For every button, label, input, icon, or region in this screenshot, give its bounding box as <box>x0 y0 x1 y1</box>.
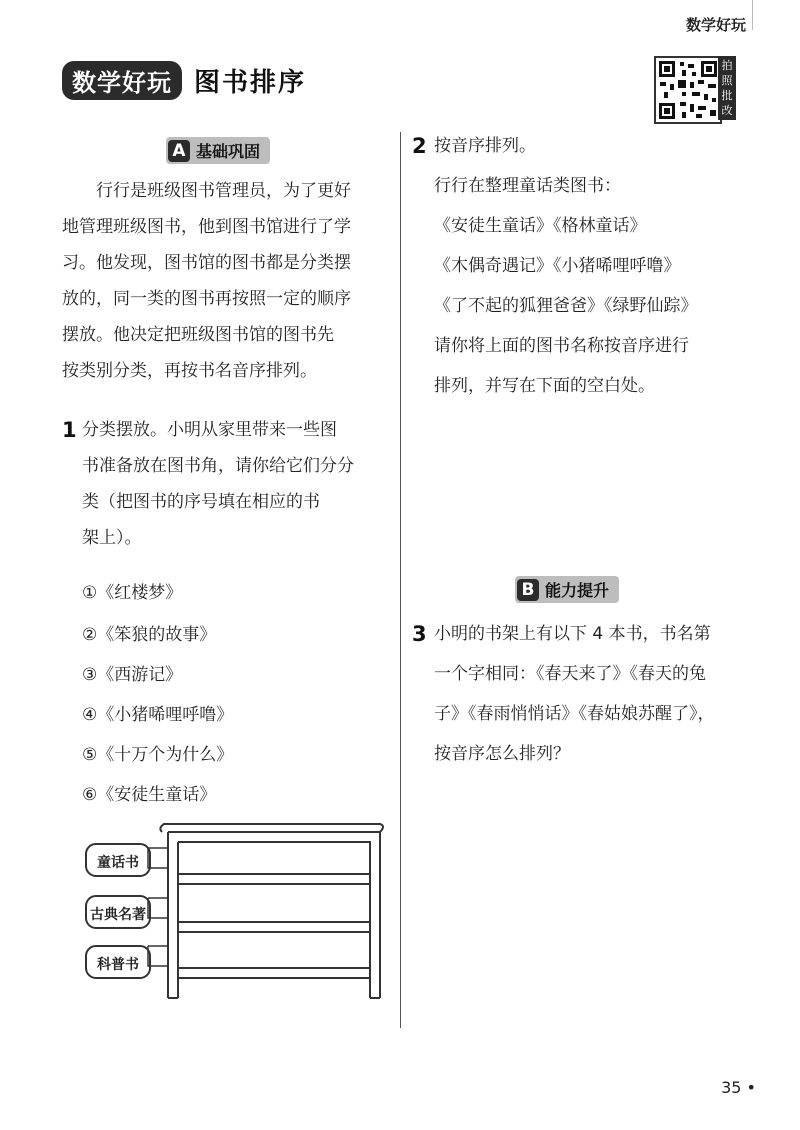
question-line: 按音序怎么排列？ <box>434 744 570 764</box>
book-item: ⑤《十万个为什么》 <box>82 745 234 765</box>
intro-line: 行行是班级图书管理员，为了更好 <box>96 181 351 201</box>
section-a-badge <box>166 137 270 164</box>
section-b-label: 能力提升 <box>545 581 610 600</box>
question-line: 架上）。 <box>82 528 142 548</box>
question-line: 《了不起的狐狸爸爸》《绿野仙踪》 <box>434 296 698 316</box>
question-2-text <box>434 126 754 406</box>
question-1-number: 1 <box>62 418 77 442</box>
intro-line: 按类别分类，再按书名音序排列。 <box>62 361 317 381</box>
shelf-label: 科普书 <box>97 957 139 973</box>
book-item: ①《红楼梦》 <box>82 583 183 603</box>
answer-space-q2[interactable] <box>434 420 734 560</box>
title-text: 图书排序 <box>194 67 307 98</box>
intro-paragraph <box>62 173 390 389</box>
qr-label: 拍照批改 <box>718 56 736 120</box>
book-item: ②《笨狼的故事》 <box>82 625 217 645</box>
section-a-letter: A <box>168 140 190 162</box>
section-b-letter: B <box>517 579 539 601</box>
shelf-label: 古典名著 <box>90 907 146 923</box>
book-item: ⑥《安徒生童话》 <box>82 785 217 805</box>
question-line: 《木偶奇遇记》《小猪唏哩呼噜》 <box>434 256 681 276</box>
column-divider <box>400 132 401 1028</box>
question-line: 书准备放在图书角，请你给它们分分 <box>82 456 354 476</box>
question-line: 子》《春雨悄悄话》《春姑娘苏醒了》， <box>434 704 715 724</box>
intro-line: 放的，同一类的图书再按照一定的顺序 <box>62 289 351 309</box>
page-number-text: 35 <box>721 1078 742 1097</box>
question-line: 行行在整理童话类图书： <box>434 176 621 196</box>
title-badge: 数学好玩 <box>62 61 182 100</box>
question-line: 一个字相同：《春天来了》《春天的兔 <box>434 664 706 684</box>
intro-line: 地管理班级图书，他到图书馆进行了学 <box>62 217 351 237</box>
page-number <box>721 1078 756 1097</box>
question-line: 排列，并写在下面的空白处。 <box>434 376 655 396</box>
section-a-label: 基础巩固 <box>196 142 261 161</box>
question-3-number: 3 <box>412 622 427 646</box>
qr-code-icon[interactable] <box>654 56 722 124</box>
page-title <box>62 62 306 98</box>
shelf-label: 童话书 <box>97 855 139 871</box>
section-b-badge <box>515 576 619 603</box>
question-2-number: 2 <box>412 134 427 158</box>
question-line: 分类摆放。小明从家里带来一些图 <box>82 420 337 440</box>
question-line: 按音序排列。 <box>434 136 536 156</box>
book-item: ③《西游记》 <box>82 665 183 685</box>
question-line: 类（把图书的序号填在相应的书 <box>82 492 320 512</box>
page-dot-icon: • <box>741 1078 756 1097</box>
question-line: 《安徒生童话》《格林童话》 <box>434 216 647 236</box>
question-3-text <box>434 614 754 774</box>
corner-divider <box>752 0 753 30</box>
corner-section-title: 数学好玩 <box>685 16 746 34</box>
question-line: 请你将上面的图书名称按音序进行 <box>434 336 689 356</box>
answer-space-q3[interactable] <box>434 790 734 1010</box>
book-item: ④《小猪唏哩呼噜》 <box>82 705 234 725</box>
question-line: 小明的书架上有以下 4 本书，书名第 <box>434 624 711 644</box>
intro-line: 摆放。他决定把班级图书馆的图书先 <box>62 325 334 345</box>
question-1-text <box>82 412 392 556</box>
intro-line: 习。他发现，图书馆的图书都是分类摆 <box>62 253 351 273</box>
